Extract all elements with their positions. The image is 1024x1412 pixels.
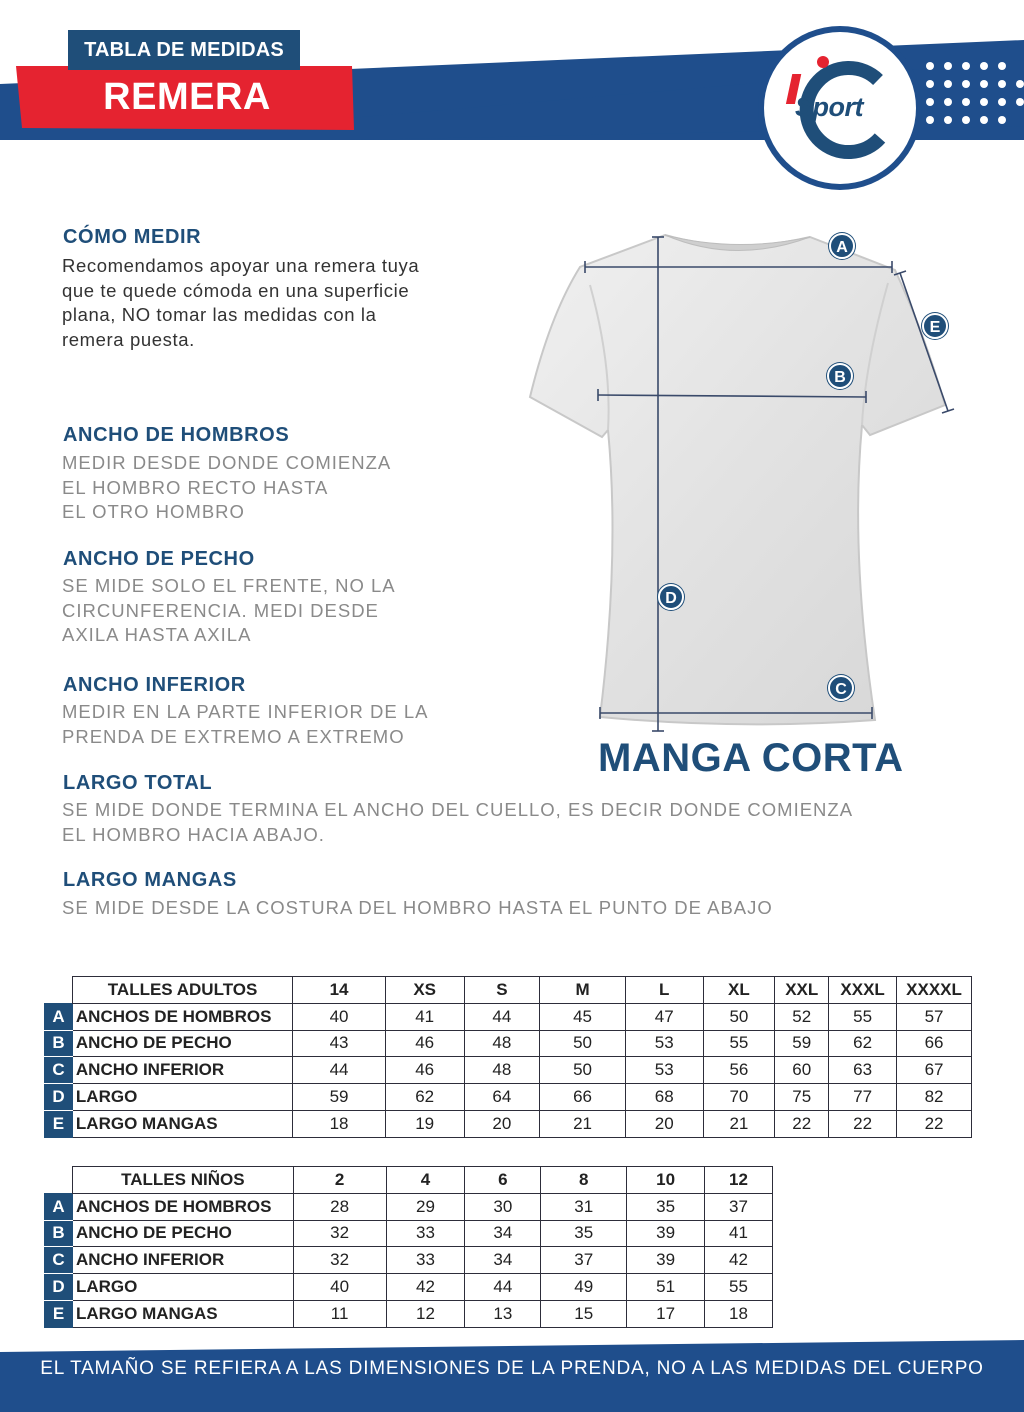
row-label: ANCHO DE PECHO: [72, 1220, 293, 1247]
size-header: 10: [627, 1167, 705, 1194]
measurement-cell: 62: [829, 1030, 897, 1057]
row-label: LARGO: [72, 1274, 293, 1301]
chest-title: ANCHO DE PECHO: [63, 548, 255, 570]
measurement-cell: 75: [775, 1084, 829, 1111]
row-letter: B: [45, 1220, 73, 1247]
measurement-cell: 33: [386, 1220, 465, 1247]
row-letter: D: [45, 1274, 73, 1301]
measurement-cell: 49: [541, 1274, 627, 1301]
adult-size-table: [44, 976, 972, 1138]
row-label: ANCHO DE PECHO: [72, 1030, 292, 1057]
measurement-cell: 77: [829, 1084, 897, 1111]
row-label: ANCHO INFERIOR: [72, 1057, 292, 1084]
measurement-cell: 46: [385, 1057, 464, 1084]
table-row: [45, 1110, 972, 1137]
kids-table-header-row: [45, 1167, 773, 1194]
measurement-cell: 20: [464, 1110, 540, 1137]
measurement-cell: 39: [627, 1220, 705, 1247]
total-length-text: SE MIDE DONDE TERMINA EL ANCHO DEL CUELLO, ES DECIR DONDE COMIENZA EL HOMBRO HACIA ABAJO.: [62, 799, 854, 845]
measurement-cell: 35: [541, 1220, 627, 1247]
tshirt-illustration: [520, 225, 960, 745]
measurement-cell: 51: [627, 1274, 705, 1301]
measurement-cell: 41: [705, 1220, 773, 1247]
measurement-cell: 15: [541, 1300, 627, 1327]
total-length-title: LARGO TOTAL: [63, 772, 213, 794]
measurement-cell: 33: [386, 1247, 465, 1274]
table-corner: [45, 1167, 73, 1194]
measurement-cell: 40: [293, 1003, 386, 1030]
size-header: L: [625, 977, 703, 1004]
measurement-cell: 70: [703, 1084, 775, 1111]
measurement-cell: 50: [703, 1003, 775, 1030]
measurement-cell: 53: [625, 1030, 703, 1057]
measurement-cell: 12: [386, 1300, 465, 1327]
how-to-measure-text: Recomendamos apoyar una remera tuya que te quede cómoda en una superficie plana, NO tomar las medidas con la remera puesta.: [62, 255, 420, 350]
measurement-cell: 22: [775, 1110, 829, 1137]
row-letter: B: [45, 1030, 73, 1057]
measurement-cell: 22: [829, 1110, 897, 1137]
measurement-cell: 47: [625, 1003, 703, 1030]
size-header: M: [540, 977, 626, 1004]
kids-size-table: [44, 1166, 773, 1328]
marker-d: D: [658, 584, 684, 610]
sleeve-length-text: SE MIDE DESDE LA COSTURA DEL HOMBRO HASTA EL PUNTO DE ABAJO: [62, 897, 773, 918]
table-row: [45, 1300, 773, 1327]
row-letter: D: [45, 1084, 73, 1111]
table-row: [45, 1220, 773, 1247]
measurement-cell: 35: [627, 1193, 705, 1220]
measurement-cell: 13: [465, 1300, 541, 1327]
measurement-cell: 37: [541, 1247, 627, 1274]
row-label: ANCHOS DE HOMBROS: [72, 1193, 293, 1220]
measurement-cell: 37: [705, 1193, 773, 1220]
table-row: [45, 1057, 972, 1084]
marker-a: A: [829, 233, 855, 259]
chest-text: SE MIDE SOLO EL FRENTE, NO LA CIRCUNFERENCIA. MEDI DESDE AXILA HASTA AXILA: [62, 575, 396, 645]
measurement-cell: 60: [775, 1057, 829, 1084]
measurement-cell: 29: [386, 1193, 465, 1220]
measurement-cell: 18: [705, 1300, 773, 1327]
measurement-cell: 30: [465, 1193, 541, 1220]
measurement-cell: 67: [897, 1057, 972, 1084]
table-corner: [45, 977, 73, 1004]
size-header: XL: [703, 977, 775, 1004]
size-header: 4: [386, 1167, 465, 1194]
measurement-cell: 57: [897, 1003, 972, 1030]
marker-c: C: [828, 675, 854, 701]
measurement-cell: 44: [293, 1057, 386, 1084]
row-label: LARGO MANGAS: [72, 1300, 293, 1327]
size-header: 6: [465, 1167, 541, 1194]
table-row: [45, 1247, 773, 1274]
measurement-cell: 22: [897, 1110, 972, 1137]
measurement-cell: 48: [464, 1057, 540, 1084]
size-header: S: [464, 977, 540, 1004]
measurement-cell: 55: [703, 1030, 775, 1057]
measurement-cell: 63: [829, 1057, 897, 1084]
row-letter: C: [45, 1247, 73, 1274]
measurement-cell: 53: [625, 1057, 703, 1084]
header-banner: [0, 0, 1024, 200]
size-header: XS: [385, 977, 464, 1004]
row-label: ANCHO INFERIOR: [72, 1247, 293, 1274]
measurement-cell: 55: [829, 1003, 897, 1030]
measurement-cell: 42: [705, 1247, 773, 1274]
row-label: LARGO MANGAS: [72, 1110, 292, 1137]
shirt-caption: MANGA CORTA: [598, 736, 904, 780]
measurement-cell: 45: [540, 1003, 626, 1030]
measurement-cell: 50: [540, 1057, 626, 1084]
measurement-cell: 44: [465, 1274, 541, 1301]
measurement-cell: 59: [293, 1084, 386, 1111]
how-to-measure-title: CÓMO MEDIR: [63, 226, 202, 248]
size-header: 8: [541, 1167, 627, 1194]
measurement-cell: 21: [540, 1110, 626, 1137]
measurement-cell: 50: [540, 1030, 626, 1057]
measurement-cell: 43: [293, 1030, 386, 1057]
bottom-width-title: ANCHO INFERIOR: [63, 674, 246, 696]
measurement-cell: 68: [625, 1084, 703, 1111]
table-row: [45, 1193, 773, 1220]
row-letter: A: [45, 1003, 73, 1030]
size-header: XXXL: [829, 977, 897, 1004]
measurement-cell: 64: [464, 1084, 540, 1111]
measurement-cell: 18: [293, 1110, 386, 1137]
row-letter: E: [45, 1300, 73, 1327]
footer-note: EL TAMAÑO SE REFIERA A LAS DIMENSIONES DE LA PRENDA, NO A LAS MEDIDAS DEL CUERPO: [40, 1358, 984, 1379]
size-header: XXXXL: [897, 977, 972, 1004]
measurement-cell: 55: [705, 1274, 773, 1301]
measurement-cell: 39: [627, 1247, 705, 1274]
measurement-cell: 46: [385, 1030, 464, 1057]
measurement-cell: 40: [293, 1274, 386, 1301]
measurement-cell: 20: [625, 1110, 703, 1137]
marker-b: B: [827, 363, 853, 389]
measurement-cell: 34: [465, 1247, 541, 1274]
measurement-cell: 11: [293, 1300, 386, 1327]
row-letter: C: [45, 1057, 73, 1084]
measurement-cell: 17: [627, 1300, 705, 1327]
header-subtitle: TABLA DE MEDIDAS: [84, 39, 284, 61]
shoulders-text: MEDIR DESDE DONDE COMIENZA EL HOMBRO RECTO HASTA EL OTRO HOMBRO: [62, 452, 392, 522]
adult-table-header-row: [45, 977, 972, 1004]
sleeve-length-title: LARGO MANGAS: [63, 869, 237, 891]
shoulders-title: ANCHO DE HOMBROS: [63, 424, 290, 446]
size-header: XXL: [775, 977, 829, 1004]
table-row: [45, 1084, 972, 1111]
size-header: 14: [293, 977, 386, 1004]
kids-table-title: TALLES NIÑOS: [72, 1167, 293, 1194]
measurement-cell: 32: [293, 1220, 386, 1247]
measurement-cell: 52: [775, 1003, 829, 1030]
row-letter: E: [45, 1110, 73, 1137]
size-header: 12: [705, 1167, 773, 1194]
brand-logo-text: Sport: [795, 92, 863, 122]
tshirt-diagram: [520, 225, 960, 745]
measurement-cell: 21: [703, 1110, 775, 1137]
measurement-cell: 32: [293, 1247, 386, 1274]
measurement-cell: 56: [703, 1057, 775, 1084]
measurement-cell: 34: [465, 1220, 541, 1247]
measurement-cell: 59: [775, 1030, 829, 1057]
measurement-cell: 19: [385, 1110, 464, 1137]
row-letter: A: [45, 1193, 73, 1220]
measurement-cell: 41: [385, 1003, 464, 1030]
measurement-cell: 44: [464, 1003, 540, 1030]
measurement-cell: 82: [897, 1084, 972, 1111]
measurement-cell: 48: [464, 1030, 540, 1057]
size-header: 2: [293, 1167, 386, 1194]
table-row: [45, 1274, 773, 1301]
measurement-cell: 62: [385, 1084, 464, 1111]
marker-e: E: [922, 313, 948, 339]
table-row: [45, 1030, 972, 1057]
measurement-cell: 66: [897, 1030, 972, 1057]
table-row: [45, 1003, 972, 1030]
adult-table-title: TALLES ADULTOS: [72, 977, 292, 1004]
bottom-width-text: MEDIR EN LA PARTE INFERIOR DE LA PRENDA DE EXTREMO A EXTREMO: [62, 701, 429, 747]
header-title: REMERA: [103, 76, 271, 118]
measurement-cell: 42: [386, 1274, 465, 1301]
row-label: ANCHOS DE HOMBROS: [72, 1003, 292, 1030]
row-label: LARGO: [72, 1084, 292, 1111]
measurement-cell: 66: [540, 1084, 626, 1111]
measurement-cell: 28: [293, 1193, 386, 1220]
measurement-cell: 31: [541, 1193, 627, 1220]
